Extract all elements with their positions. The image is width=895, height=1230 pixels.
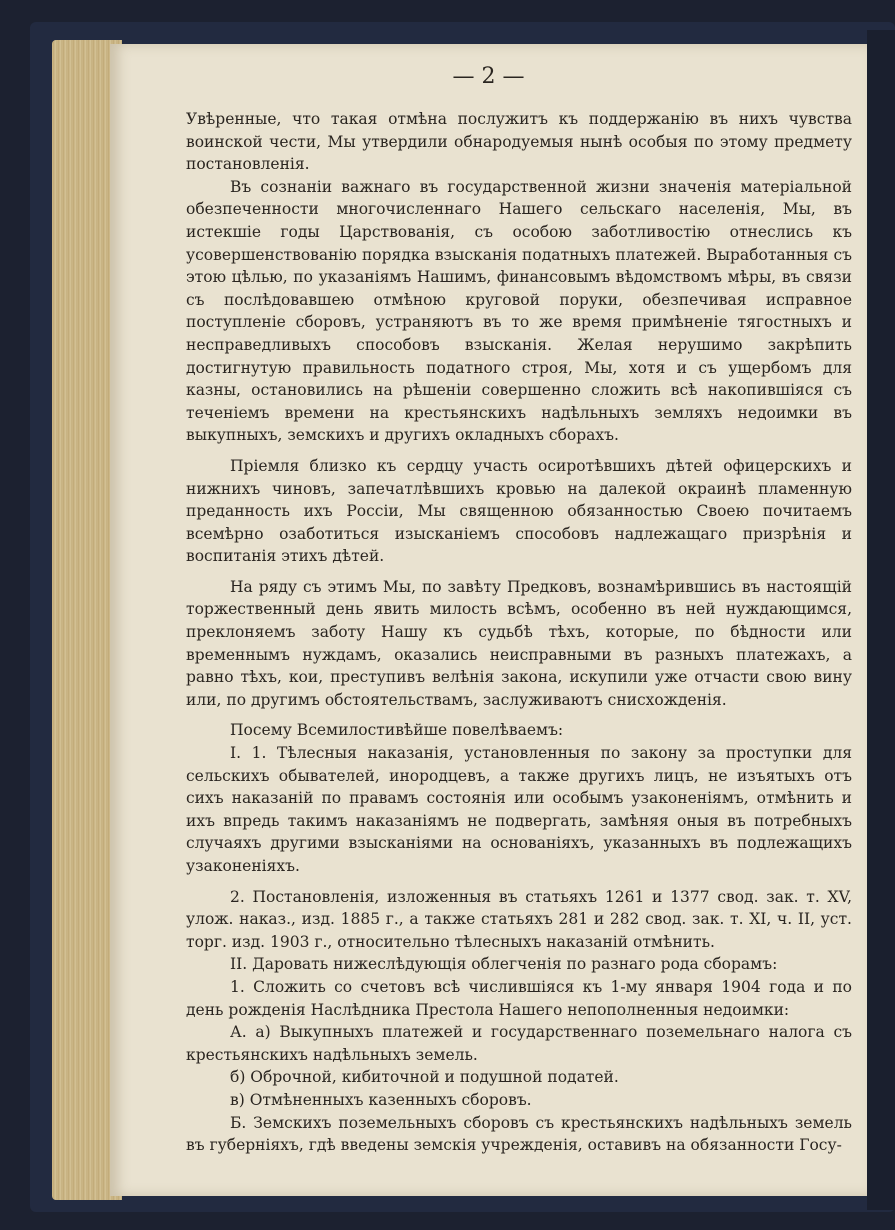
paragraph-9: 1. Сложить со счетовъ всѣ числившіяся къ 1-му января 1904 года и по день рожденія Наслѣдника Престола Нашего непополненныя недоимки: [186, 977, 852, 1019]
paragraph-11: б) Оброчной, кибиточной и подушной податей. [230, 1068, 619, 1087]
page-number: — 2 — [452, 64, 525, 89]
paragraph-1: Увѣренные, что такая отмѣна послужитъ къ поддержанію въ нихъ чувства воинской чести, Мы утвердили обнародуемыя нынѣ особыя по этому предмету постановленія. [186, 110, 852, 174]
paragraph-12: в) Отмѣненныхъ казенныхъ сборовъ. [230, 1090, 532, 1109]
paragraph-3: Пріемля близко къ сердцу участь осиротѣвшихъ дѣтей офицерскихъ и нижнихъ чиновъ, запечатлѣвшихъ кровью на далекой окраинѣ пламенную преданность ихъ Россіи, Мы священною обязанностью Своею почитаемъ всемѣрно озаботиться изысканіемъ способовъ надлежащаго призрѣнія и воспитанія этихъ дѣтей. [186, 456, 852, 566]
paragraph-4: На ряду съ этимъ Мы, по завѣту Предковъ, вознамѣрившись въ настоящій торжественный день явить милость всѣмъ, особенно въ ней нуждающимся, преклоняемъ заботу Нашу къ судьбѣ тѣхъ, которые, по бѣдности или временнымъ нуждамъ, оказались неисправными въ разныхъ платежахъ, а равно тѣхъ, кои, преступивъ велѣнія закона, искупили уже отчасти свою вину или, по другимъ обстоятельствамъ, заслуживаютъ снисхожденія. [186, 577, 852, 709]
paragraph-5: Посему Всемилостивѣйше повелѣваемъ: [230, 721, 564, 740]
page-text [186, 108, 852, 1157]
paragraph-13: Б. Земскихъ поземельныхъ сборовъ съ крестьянскихъ надѣльныхъ земель въ губерніяхъ, гдѣ введены земскія учрежденія, оставивъ на обязанности Госу- [186, 1113, 852, 1155]
paragraph-6: I. 1. Тѣлесныя наказанія, установленныя по закону за проступки для сельскихъ обывателей, инородцевъ, а также другихъ лицъ, не изъятыхъ отъ сихъ наказаній по правамъ состоянія или особымъ узаконеніямъ, отмѣнить и ихъ впредь такимъ наказаніямъ не подвергать, замѣняя оныя въ потребныхъ случаяхъ другими взысканіями на основаніяхъ, указанныхъ въ подлежащихъ узаконеніяхъ. [186, 744, 852, 875]
paragraph-8: II. Даровать нижеслѣдующія облегченія по разнаго рода сборамъ: [230, 955, 778, 974]
paragraph-10: А. а) Выкупныхъ платежей и государственнаго поземельнаго налога съ крестьянскихъ надѣльныхъ земель. [186, 1023, 852, 1064]
book-page [110, 44, 867, 1196]
paragraph-7: 2. Постановленія, изложенныя въ статьяхъ 1261 и 1377 свод. зак. т. XV, улож. наказ., изд. 1885 г., а также статьяхъ 281 и 282 свод. зак. т. XI, ч. II, уст. торг. изд. 1903 г., относительно тѣлесныхъ наказаній отмѣнить. [186, 887, 852, 951]
cover-edge-right [867, 30, 895, 1210]
paragraph-2: Въ сознаніи важнаго въ государственной жизни значенія матеріальной обезпеченности многочисленнаго Нашего сельскаго населенія, Мы, въ истекшіе годы Царствованія, съ особою заботливостію отнеслись къ усовершенствованію порядка взысканія податныхъ платежей. Выработанныя съ этою цѣлью, по указаніямъ Нашимъ, финансовымъ вѣдомствомъ мѣры, въ связи съ послѣдовавшею отмѣною круговой поруки, обезпечивая исправное поступленіе сборовъ, устраняютъ въ то же время примѣненіе тягостныхъ и несправедливыхъ способовъ взысканія. Желая нерушимо закрѣпить достигнутую правильность податного строя, Мы, хотя и съ ущербомъ для казны, остановились на рѣшеніи совершенно сложить всѣ накопившіяся съ теченіемъ времени на крестьянскихъ надѣльныхъ земляхъ недоимки въ выкупныхъ, земскихъ и другихъ окладныхъ сборахъ. [186, 177, 852, 445]
